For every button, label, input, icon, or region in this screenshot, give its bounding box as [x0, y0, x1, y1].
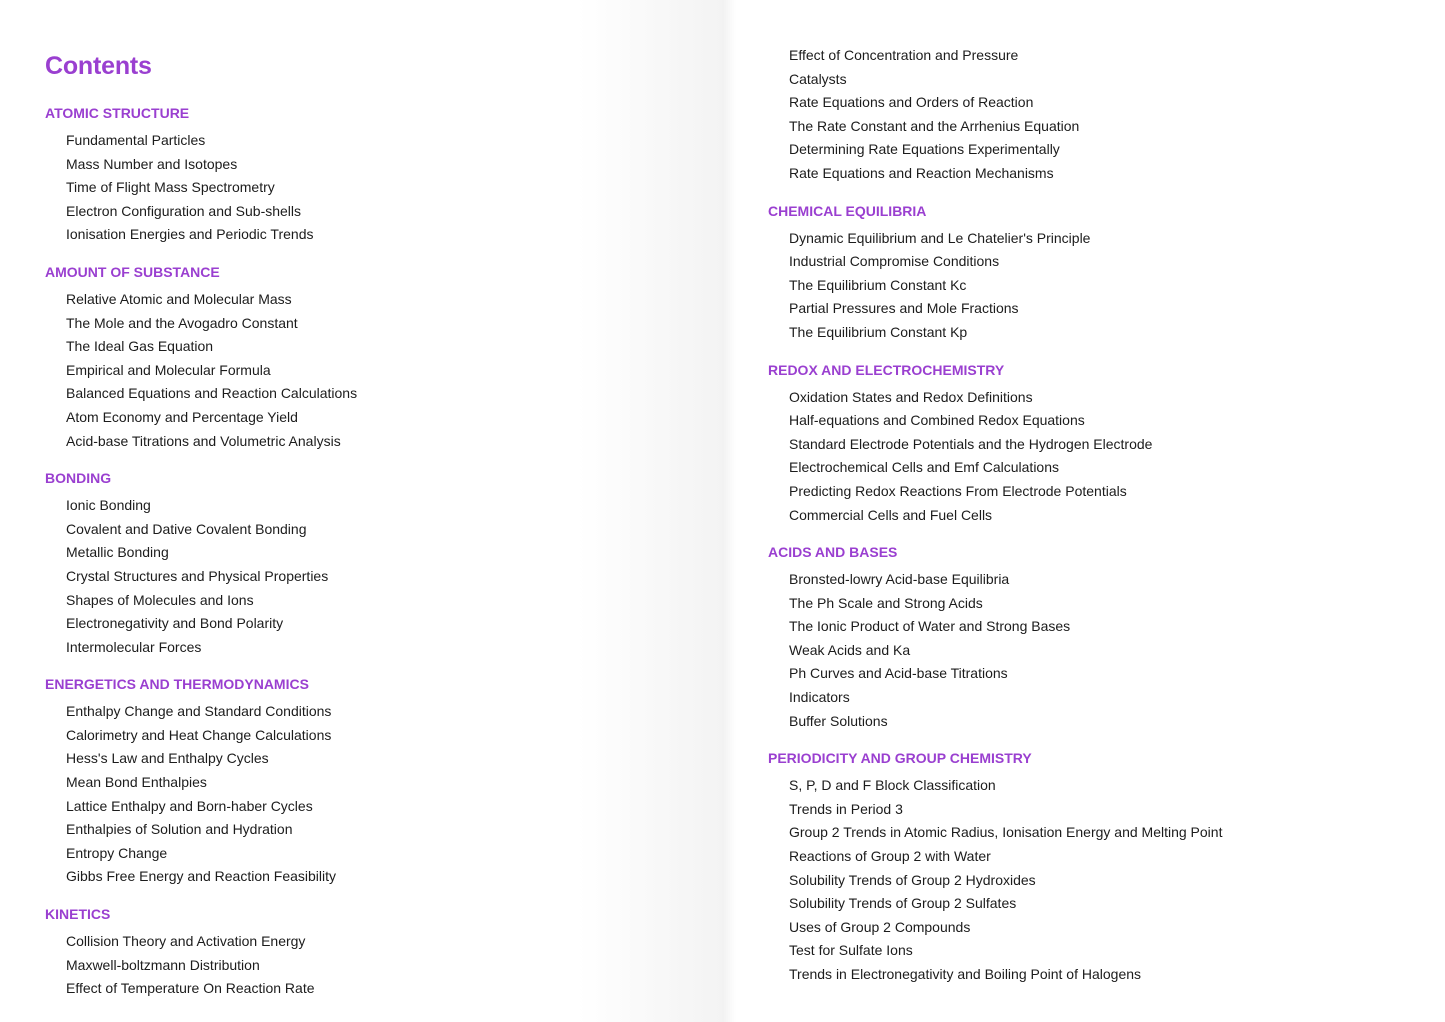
toc-entry[interactable]: Covalent and Dative Covalent Bonding: [66, 520, 307, 537]
toc-entry[interactable]: Test for Sulfate Ions: [789, 942, 913, 959]
section-heading[interactable]: ATOMIC STRUCTURE: [45, 105, 190, 121]
kinetics-continuation: [768, 0, 1445, 186]
continuation-list: [768, 44, 1445, 186]
entry-list: [45, 930, 722, 1001]
toc-entry[interactable]: The Ionic Product of Water and Strong Bases: [789, 618, 1071, 635]
entry-list: [45, 288, 722, 453]
toc-entry[interactable]: The Equilibrium Constant Kp: [789, 323, 968, 340]
toc-entry[interactable]: Weak Acids and Ka: [789, 641, 911, 658]
toc-entry[interactable]: The Ph Scale and Strong Acids: [789, 594, 983, 611]
toc-entry[interactable]: Half-equations and Combined Redox Equations: [789, 412, 1085, 429]
toc-entry[interactable]: Ph Curves and Acid-base Titrations: [789, 665, 1008, 682]
toc-entry[interactable]: Predicting Redox Reactions From Electrode Potentials: [789, 482, 1127, 499]
section-amount-of-substance: [45, 263, 722, 453]
toc-entry[interactable]: Entropy Change: [66, 844, 168, 861]
left-toc: [45, 104, 722, 1001]
toc-entry[interactable]: Industrial Compromise Conditions: [789, 253, 1000, 270]
toc-entry[interactable]: Ionisation Energies and Periodic Trends: [66, 226, 314, 243]
toc-entry[interactable]: Mean Bond Enthalpies: [66, 774, 207, 791]
section-atomic-structure: [45, 104, 722, 247]
toc-entry[interactable]: Balanced Equations and Reaction Calculations: [66, 385, 358, 402]
section-acids-and-bases: [768, 543, 1445, 733]
toc-entry[interactable]: Oxidation States and Redox Definitions: [789, 388, 1033, 405]
entry-list: [768, 386, 1445, 528]
toc-entry[interactable]: Ionic Bonding: [66, 497, 151, 514]
section-heading[interactable]: ACIDS AND BASES: [768, 544, 898, 561]
toc-entry[interactable]: Solubility Trends of Group 2 Sulfates: [789, 895, 1017, 912]
section-heading[interactable]: PERIODICITY AND GROUP CHEMISTRY: [768, 750, 1032, 767]
toc-entry[interactable]: Trends in Electronegativity and Boiling Point of Halogens: [789, 966, 1142, 982]
toc-entry[interactable]: Rate Equations and Reaction Mechanisms: [789, 164, 1054, 181]
section-kinetics: [45, 905, 722, 1001]
toc-entry[interactable]: Empirical and Molecular Formula: [66, 361, 271, 378]
right-page: [722, 0, 1445, 1022]
toc-entry[interactable]: Dynamic Equilibrium and Le Chatelier's Principle: [789, 229, 1091, 246]
section-heading[interactable]: ENERGETICS AND THERMODYNAMICS: [45, 676, 309, 693]
toc-entry[interactable]: Catalysts: [789, 70, 847, 87]
entry-list: [45, 129, 722, 247]
toc-entry[interactable]: Lattice Enthalpy and Born-haber Cycles: [66, 797, 313, 814]
toc-entry[interactable]: Maxwell-boltzmann Distribution: [66, 956, 260, 973]
section-bonding: [45, 469, 722, 659]
toc-entry[interactable]: Commercial Cells and Fuel Cells: [789, 506, 993, 523]
section-chemical-equilibria: [768, 202, 1445, 345]
toc-entry[interactable]: Trends in Period 3: [789, 800, 903, 817]
toc-entry[interactable]: Shapes of Molecules and Ions: [66, 591, 254, 608]
toc-entry[interactable]: Solubility Trends of Group 2 Hydroxides: [789, 871, 1036, 888]
entry-list: [45, 700, 722, 889]
toc-entry[interactable]: Metallic Bonding: [66, 544, 169, 561]
toc-entry[interactable]: Determining Rate Equations Experimentally: [789, 141, 1060, 158]
toc-entry[interactable]: Effect of Temperature On Reaction Rate: [66, 980, 315, 997]
toc-entry[interactable]: Gibbs Free Energy and Reaction Feasibility: [66, 868, 337, 885]
toc-entry[interactable]: The Ideal Gas Equation: [66, 338, 214, 355]
toc-entry[interactable]: Group 2 Trends in Atomic Radius, Ionisation Energy and Melting Point: [789, 824, 1223, 841]
toc-entry[interactable]: S, P, D and F Block Classification: [789, 777, 996, 794]
toc-entry[interactable]: Bronsted-lowry Acid-base Equilibria: [789, 571, 1010, 588]
section-heading[interactable]: REDOX AND ELECTROCHEMISTRY: [768, 361, 1005, 378]
toc-entry[interactable]: Uses of Group 2 Compounds: [789, 918, 971, 935]
toc-entry[interactable]: Acid-base Titrations and Volumetric Analysis: [66, 432, 341, 449]
toc-entry[interactable]: Calorimetry and Heat Change Calculations: [66, 726, 332, 743]
toc-entry[interactable]: Collision Theory and Activation Energy: [66, 933, 306, 950]
toc-entry[interactable]: Electrochemical Cells and Emf Calculations: [789, 459, 1059, 476]
toc-entry[interactable]: Buffer Solutions: [789, 712, 888, 729]
toc-entry[interactable]: The Equilibrium Constant Kc: [789, 276, 967, 293]
left-page: [0, 0, 722, 1022]
toc-entry[interactable]: Enthalpy Change and Standard Conditions: [66, 703, 332, 720]
toc-entry[interactable]: Electron Configuration and Sub-shells: [66, 202, 302, 219]
toc-entry[interactable]: Fundamental Particles: [66, 132, 206, 148]
section-heading[interactable]: CHEMICAL EQUILIBRIA: [768, 202, 927, 219]
toc-entry[interactable]: The Rate Constant and the Arrhenius Equation: [789, 117, 1080, 134]
toc-entry[interactable]: Atom Economy and Percentage Yield: [66, 408, 298, 425]
toc-entry[interactable]: Effect of Concentration and Pressure: [789, 47, 1019, 63]
toc-entry[interactable]: Rate Equations and Orders of Reaction: [789, 94, 1034, 111]
toc-entry[interactable]: Standard Electrode Potentials and the Hydrogen Electrode: [789, 435, 1153, 452]
entry-list: [768, 568, 1445, 733]
contents-title: Contents: [45, 52, 152, 80]
toc-entry[interactable]: Relative Atomic and Molecular Mass: [66, 290, 292, 307]
section-heading[interactable]: BONDING: [45, 470, 112, 487]
right-toc: [768, 202, 1445, 987]
entry-list: [768, 227, 1445, 345]
entry-list: [768, 774, 1445, 986]
toc-entry[interactable]: Enthalpies of Solution and Hydration: [66, 821, 293, 838]
toc-entry[interactable]: Partial Pressures and Mole Fractions: [789, 300, 1019, 317]
section-heading[interactable]: KINETICS: [45, 906, 111, 923]
section-periodicity-and-group-chemistry: [768, 749, 1445, 986]
toc-entry[interactable]: Crystal Structures and Physical Properties: [66, 567, 329, 584]
section-redox-and-electrochemistry: [768, 361, 1445, 528]
toc-entry[interactable]: Mass Number and Isotopes: [66, 155, 238, 172]
toc-entry[interactable]: Reactions of Group 2 with Water: [789, 848, 991, 865]
section-energetics-and-thermodynamics: [45, 675, 722, 889]
toc-entry[interactable]: Electronegativity and Bond Polarity: [66, 615, 284, 632]
toc-entry[interactable]: Intermolecular Forces: [66, 638, 202, 655]
section-heading[interactable]: AMOUNT OF SUBSTANCE: [45, 263, 220, 280]
entry-list: [45, 494, 722, 659]
toc-entry[interactable]: Time of Flight Mass Spectrometry: [66, 179, 275, 196]
toc-entry[interactable]: The Mole and the Avogadro Constant: [66, 314, 298, 331]
toc-entry[interactable]: Hess's Law and Enthalpy Cycles: [66, 750, 269, 767]
toc-entry[interactable]: Indicators: [789, 689, 850, 706]
